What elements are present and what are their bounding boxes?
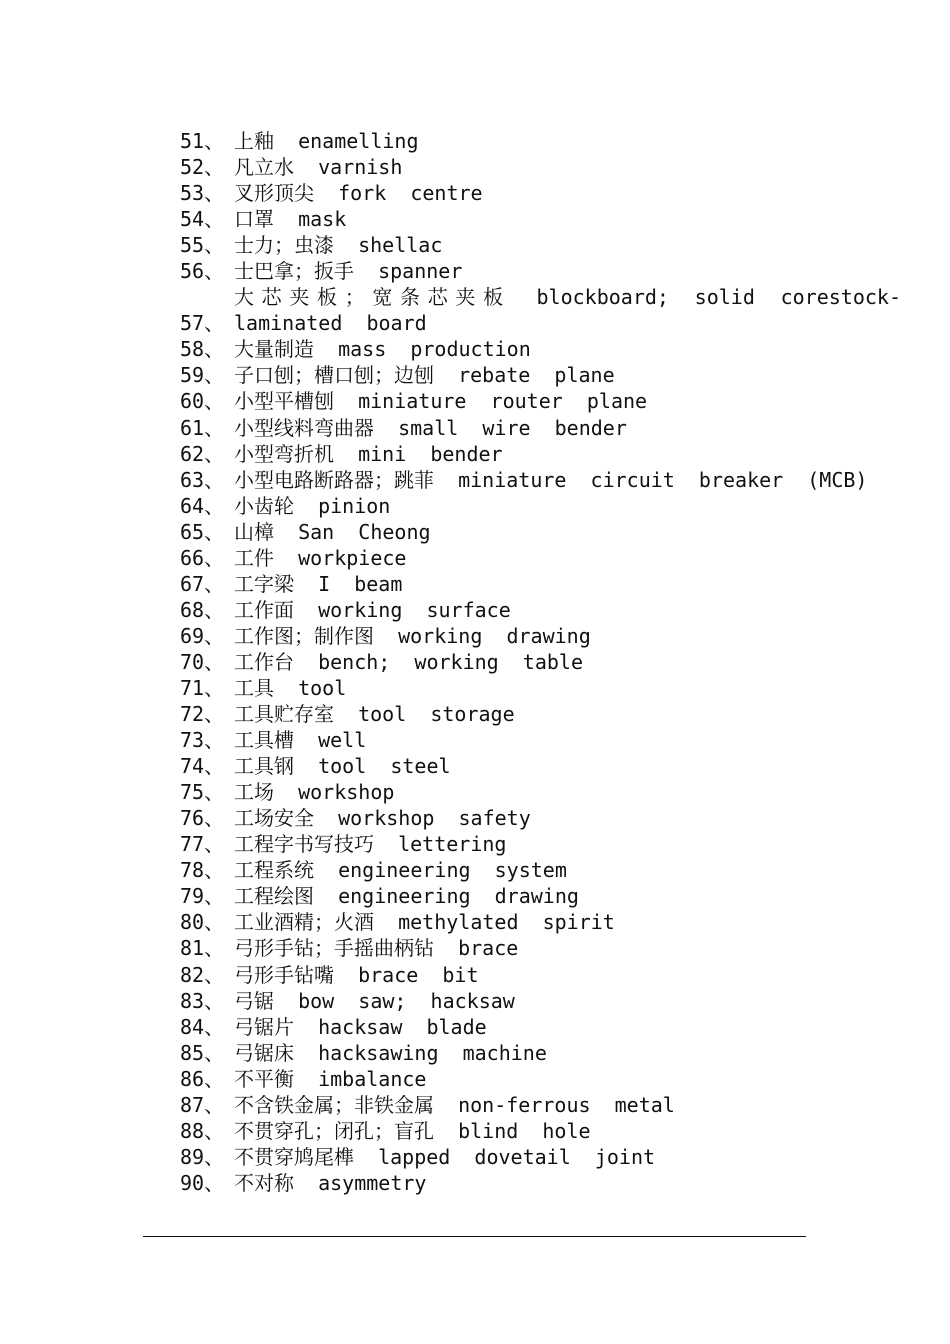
entry-number: 87、	[180, 1092, 225, 1117]
entry-term: 士巴拿；扳手 spanner	[234, 259, 463, 284]
entry-term: 小型平槽刨 miniature router plane	[234, 389, 648, 414]
footer-rule	[143, 1236, 806, 1237]
entry-term: 小齿轮 pinion	[234, 493, 391, 518]
entry-term: 大量制造 mass production	[234, 337, 531, 362]
glossary-entry	[180, 467, 901, 493]
entry-number: 55、	[180, 233, 225, 258]
glossary-entry	[180, 415, 901, 441]
glossary-entry	[180, 545, 901, 571]
glossary-entry	[180, 362, 901, 388]
glossary-entry	[180, 154, 901, 180]
entry-term: 凡立水 varnish	[234, 155, 403, 180]
glossary-entry	[180, 962, 901, 988]
glossary-entry	[180, 909, 901, 935]
glossary-entry	[180, 1014, 901, 1040]
entry-number: 66、	[180, 545, 225, 570]
glossary-entry	[180, 988, 901, 1014]
entry-number: 70、	[180, 649, 225, 674]
entry-number: 86、	[180, 1066, 225, 1091]
entry-term: 工业酒精；火酒 methylated spirit	[234, 910, 615, 935]
entry-term: 不贯穿鸠尾榫 lapped dovetail joint	[234, 1144, 656, 1169]
glossary-entry	[180, 310, 901, 336]
glossary-entry	[180, 1118, 901, 1144]
entry-term: 子口刨；槽口刨；边刨 rebate plane	[234, 363, 615, 388]
entry-term: 口罩 mask	[234, 207, 347, 232]
glossary-entry	[180, 597, 901, 623]
entry-number: 89、	[180, 1144, 225, 1169]
entry-term: 士力；虫漆 shellac	[234, 233, 443, 258]
entry-term: 工具钢 tool steel	[234, 754, 451, 779]
entry-number: 63、	[180, 467, 225, 492]
glossary-entry	[180, 857, 901, 883]
glossary-entry	[180, 1040, 901, 1066]
entry-number: 71、	[180, 675, 225, 700]
entry-term: 工具 tool	[234, 675, 347, 700]
entry-number: 81、	[180, 936, 225, 961]
entry-term: 叉形顶尖 fork centre	[234, 181, 483, 206]
glossary-entry	[180, 675, 901, 701]
entry-term: 弓锯片 hacksaw blade	[234, 1014, 487, 1039]
entry-term: 工场安全 workshop safety	[234, 806, 531, 831]
entry-term: 弓锯 bow saw; hacksaw	[234, 988, 515, 1013]
glossary-entry	[180, 128, 901, 154]
entry-term: 不对称 asymmetry	[234, 1170, 427, 1195]
glossary-entry	[180, 649, 901, 675]
glossary-entry	[180, 701, 901, 727]
entry-number: 64、	[180, 493, 225, 518]
glossary-entry	[180, 258, 901, 284]
entry-number: 74、	[180, 754, 225, 779]
entry-term: 工作图；制作图 working drawing	[234, 623, 591, 648]
glossary-entry	[180, 883, 901, 909]
entry-number: 90、	[180, 1170, 225, 1195]
entry-number: 65、	[180, 519, 225, 544]
entry-number: 72、	[180, 702, 225, 727]
entry-number: 69、	[180, 623, 225, 648]
entry-term: 小型电路断路器；跳菲 miniature circuit breaker (MCB)	[234, 467, 868, 492]
entry-number: 79、	[180, 884, 225, 909]
glossary-entry	[180, 779, 901, 805]
entry-term: 工程绘图 engineering drawing	[234, 884, 579, 909]
entry-term: 工作台 bench; working table	[234, 649, 583, 674]
glossary-list	[180, 128, 901, 1196]
entry-number: 84、	[180, 1014, 225, 1039]
entry-term: 工场 workshop	[234, 780, 395, 805]
glossary-entry	[180, 206, 901, 232]
entry-number: 78、	[180, 858, 225, 883]
entry-term: 弓锯床 hacksawing machine	[234, 1040, 547, 1065]
glossary-entry	[180, 1066, 901, 1092]
glossary-entry	[180, 519, 901, 545]
glossary-entry	[180, 753, 901, 779]
entry-number: 80、	[180, 910, 225, 935]
entry-term: 山樟 San Cheong	[234, 519, 431, 544]
entry-number: 82、	[180, 962, 225, 987]
entry-term: 上釉 enamelling	[234, 129, 419, 153]
entry-term: 不含铁金属；非铁金属 non-ferrous metal	[234, 1092, 675, 1117]
entry-term: 小型弯折机 mini bender	[234, 441, 503, 466]
glossary-entry	[180, 1170, 901, 1196]
entry-number: 57、	[180, 311, 225, 336]
glossary-entry	[180, 831, 901, 857]
entry-term: 不平衡 imbalance	[234, 1066, 427, 1091]
glossary-entry	[180, 1144, 901, 1170]
entry-number: 52、	[180, 155, 225, 180]
entry-term: 工具槽 well	[234, 728, 367, 753]
entry-number: 53、	[180, 181, 225, 206]
entry-term: 工件 workpiece	[234, 545, 407, 570]
entry-term: 工字梁 I beam	[234, 571, 403, 596]
entry-number: 56、	[180, 259, 225, 284]
glossary-entry	[180, 232, 901, 258]
entry-number: 51、	[180, 129, 225, 153]
entry-term: 小型线料弯曲器 small wire bender	[234, 415, 627, 440]
entry-term: 不贯穿孔；闭孔；盲孔 blind hole	[234, 1118, 591, 1143]
glossary-entry	[180, 571, 901, 597]
glossary-entry	[180, 727, 901, 753]
glossary-entry	[180, 180, 901, 206]
entry-term: 工具贮存室 tool storage	[234, 702, 515, 727]
entry-number: 83、	[180, 988, 225, 1013]
glossary-entry	[180, 935, 901, 961]
glossary-entry-wrapped-line	[180, 284, 901, 310]
entry-number: 62、	[180, 441, 225, 466]
entry-term: 工程字书写技巧 lettering	[234, 832, 507, 857]
entry-number: 61、	[180, 415, 225, 440]
entry-term: 大芯夹板；宽条芯夹板 blockboard; solid corestock-	[234, 285, 901, 310]
glossary-entry	[180, 493, 901, 519]
entry-term: 工程系统 engineering system	[234, 858, 567, 883]
entry-term: 弓形手钻嘴 brace bit	[234, 962, 479, 987]
entry-number: 67、	[180, 571, 225, 596]
entry-number: 58、	[180, 337, 225, 362]
entry-term: 工作面 working surface	[234, 597, 511, 622]
entry-number: 85、	[180, 1040, 225, 1065]
entry-number: 75、	[180, 780, 225, 805]
entry-number: 68、	[180, 597, 225, 622]
entry-number: 76、	[180, 806, 225, 831]
entry-number: 59、	[180, 363, 225, 388]
glossary-entry	[180, 441, 901, 467]
entry-number: 60、	[180, 389, 225, 414]
entry-term: 弓形手钻；手摇曲柄钻 brace	[234, 936, 519, 961]
glossary-entry	[180, 623, 901, 649]
entry-number: 77、	[180, 832, 225, 857]
glossary-entry	[180, 1092, 901, 1118]
glossary-entry	[180, 336, 901, 362]
glossary-entry	[180, 388, 901, 414]
entry-number: 73、	[180, 728, 225, 753]
entry-number: 54、	[180, 207, 225, 232]
entry-term: laminated board	[234, 311, 427, 336]
entry-number: 88、	[180, 1118, 225, 1143]
glossary-entry	[180, 805, 901, 831]
